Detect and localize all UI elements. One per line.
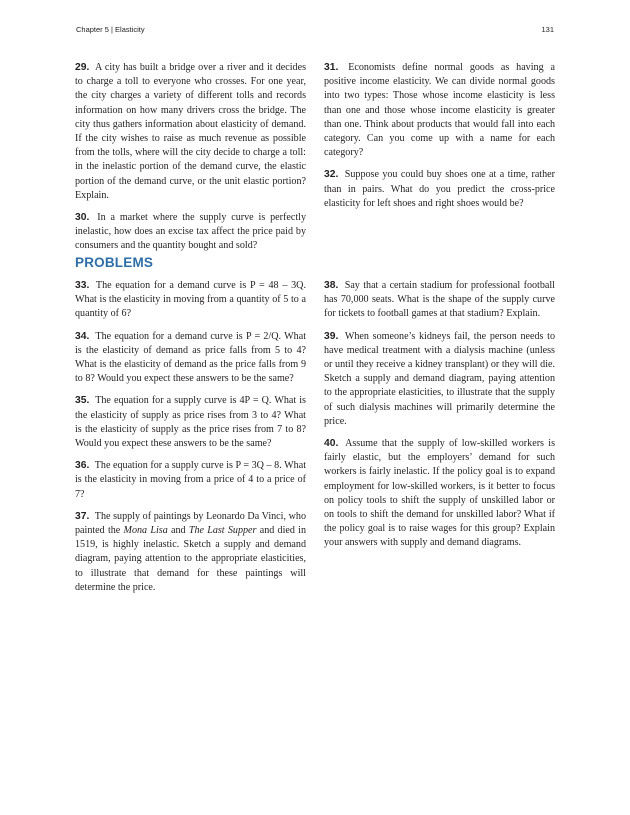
problems-right-column: [324, 279, 555, 559]
questions-right-column: [324, 61, 555, 219]
question-text: A city has built a bridge over a river and it decides to charge a toll to everyone who crosses. For one year, the city charges a variety of different tolls and records information on how many drivers cross the bridge. The city thus gathers information about elasticity of demand. If the city wishes to raise as much revenue as possible from the tolls, where will the city decide to charge a toll: in the inelastic portion of the demand curve, the elastic portion of the demand curve, or the unit elastic portion? Explain.: [75, 62, 307, 201]
problem-number: 37.: [75, 510, 90, 522]
painting-title: The Last Supper: [188, 525, 257, 537]
chapter-title: Chapter 5 | Elasticity: [76, 25, 145, 34]
problem-34: [75, 330, 306, 387]
problem-number: 36.: [75, 460, 90, 472]
problem-35: [75, 394, 306, 451]
question-32: [324, 168, 555, 211]
question-text: Suppose you could buy shoes one at a time, rather than in pairs. What do you predict the cross-price elasticity for left shoes and right shoes would be?: [324, 169, 555, 209]
question-31: [324, 61, 555, 160]
question-29: [75, 61, 306, 203]
problem-text: The equation for a demand curve is P = 2/Q. What is the elasticity of demand as price falls from 5 to 4? What is the elasticity of demand as the price falls from 9 to 8? Would you expect these answers to be the same?: [75, 330, 306, 385]
problem-number: 35.: [75, 395, 90, 407]
problem-text: When someone’s kidneys fail, the person needs to have medical treatment with a dialysis machine (unless or until they receive a kidney transplant) or they will die. Sketch a supply and demand diagram, paying attention to the appropriate elasticities, to illustrate that the supply of such dialysis machines will primarily determine the price.: [324, 330, 555, 427]
problem-text: Assume that the supply of low-skilled workers is fairly elastic, but the employers’ demand for such workers is fairly inelastic. If the policy goal is to expand employment for low-skilled workers, is it better to focus on policy tools to shift the supply of unskilled labor or on tools to shift the demand for unskilled labor? What if the policy goal is to raise wages for this group? Explain your answers with supply and demand diagrams.: [324, 438, 555, 549]
problem-text-part: The supply of paintings by Leonardo Da Vinci, who painted the: [75, 510, 306, 537]
problem-number: 34.: [75, 330, 90, 342]
question-number: 30.: [75, 212, 90, 224]
question-text: Economists define normal goods as having a positive income elasticity. We can divide normal goods into two types: Those whose income elasticity is less than one and those whose income elasticity is greater than one. Think about products that would fall into each category. Can you come up with a name for each category?: [324, 62, 556, 159]
question-number: 32.: [324, 169, 339, 181]
problem-number: 38.: [324, 280, 339, 291]
problem-37: [75, 510, 306, 595]
problem-text: The equation for a supply curve is 4P = Q. What is the elasticity of supply as price rises from 3 to 4? What is the elasticity of supply as the price rises from 7 to 8? Would you expect these answers to be the same?: [75, 395, 306, 450]
problem-36: [75, 459, 306, 502]
problem-text-part: and died in 1519, is highly inelastic. Sketch a supply and demand diagram, paying attention to the appropriate elasticities, to illustrate that demand for these paintings will determine the price.: [75, 525, 307, 593]
question-text: In a market where the supply curve is perfectly inelastic, how does an excise tax affect the price paid by consumers and the quantity bought and sold?: [75, 212, 306, 252]
problem-39: [324, 330, 555, 429]
questions-left-column: [75, 61, 306, 262]
running-header: [76, 25, 554, 39]
question-30: [75, 211, 306, 254]
problem-number: 39.: [324, 330, 339, 342]
problem-33: [75, 279, 306, 322]
painting-title: Mona Lisa: [123, 525, 168, 537]
question-number: 29.: [75, 62, 90, 73]
problem-40: [324, 437, 555, 551]
problem-text: The equation for a supply curve is P = 3Q – 8. What is the elasticity in moving from a price of 4 to a price of 7?: [75, 460, 307, 500]
page-number: 131: [541, 25, 554, 34]
problems-left-column: [75, 279, 306, 603]
question-number: 31.: [324, 62, 339, 73]
problem-text-part: and: [167, 525, 189, 537]
section-heading: PROBLEMS: [75, 255, 154, 270]
problem-38: [324, 279, 555, 322]
problem-number: 40.: [324, 438, 339, 450]
problem-text: Say that a certain stadium for professional football has 70,000 seats. What is the shape of the supply curve for tickets to football games at that stadium? Explain.: [324, 280, 555, 320]
problem-number: 33.: [75, 280, 90, 291]
problem-text: The equation for a demand curve is P = 48 – 3Q. What is the elasticity in moving from a quantity of 5 to a quantity of 6?: [75, 280, 306, 320]
